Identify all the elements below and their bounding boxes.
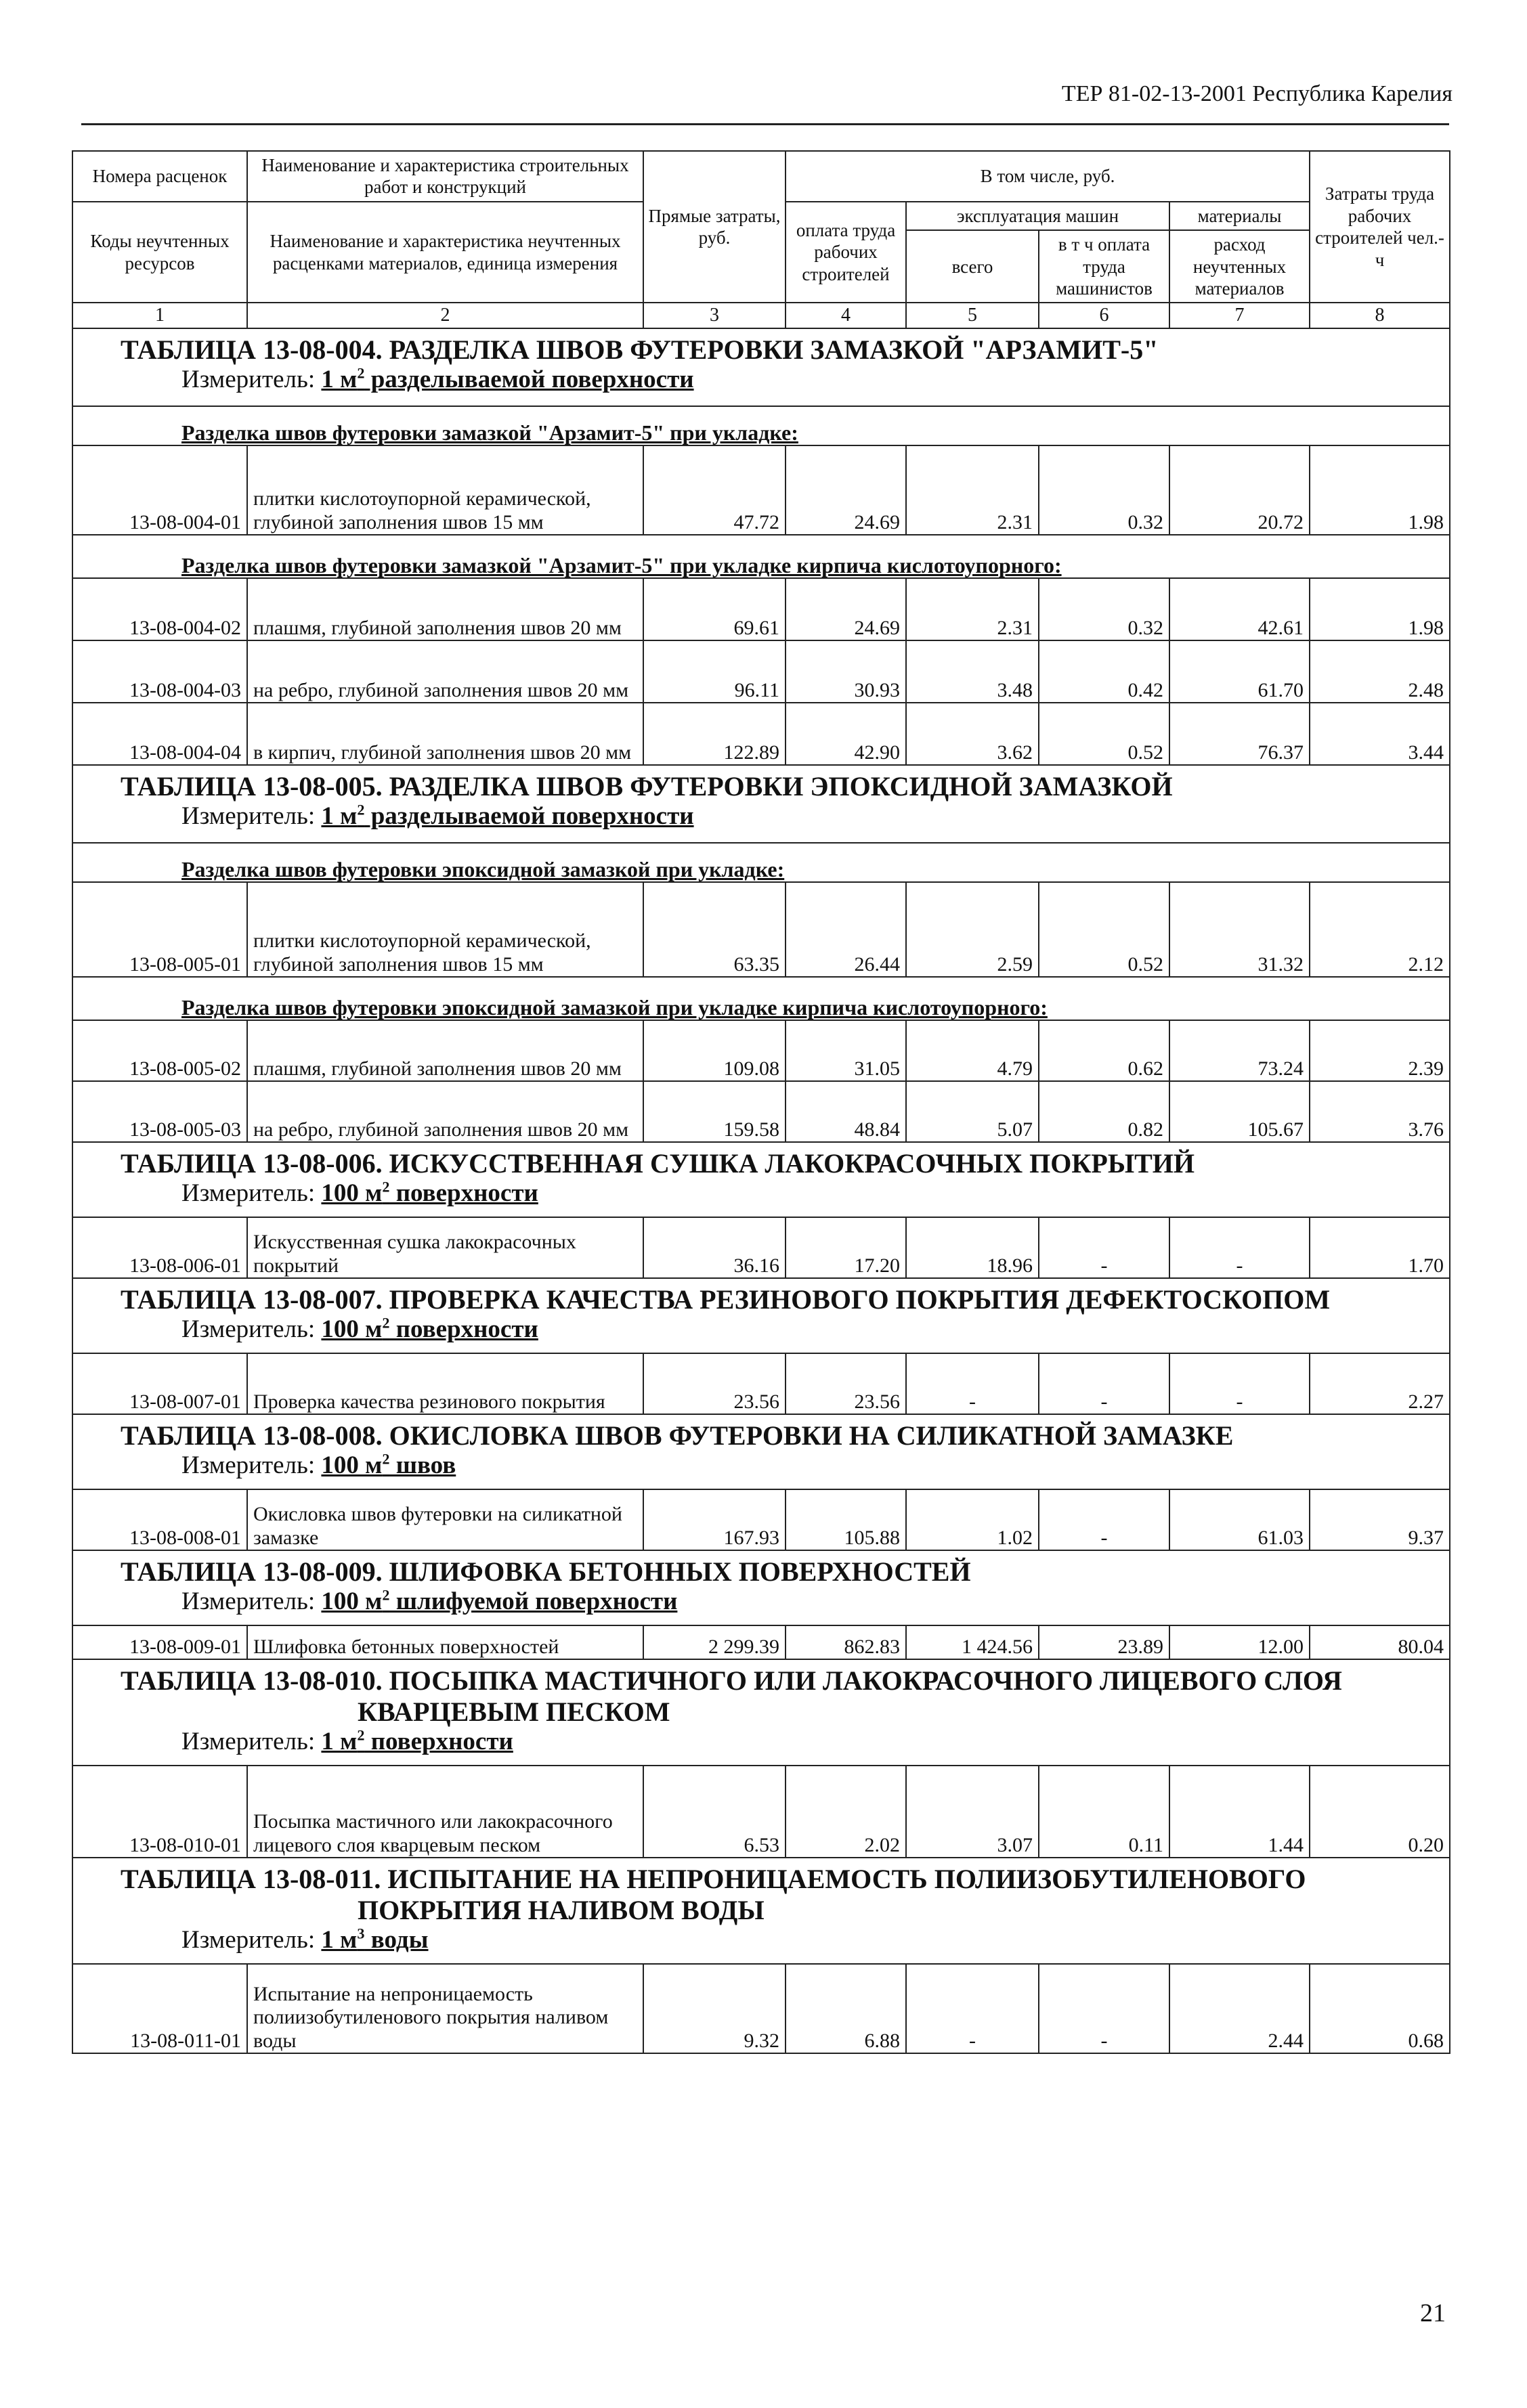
machines-total: 1.02 — [906, 1489, 1039, 1550]
unit-text — [321, 1728, 513, 1755]
section-title: ТАБЛИЦА 13-08-006. ИСКУССТВЕННАЯ СУШКА ЛАКОКРАСОЧНЫХ ПОКРЫТИЙ — [72, 1142, 1450, 1179]
operator-wages: 0.32 — [1039, 445, 1169, 535]
section-title-row — [72, 328, 1450, 366]
unit-prefix: Измеритель: — [181, 1728, 322, 1756]
section-unit-row — [72, 802, 1450, 843]
section-unit-row — [72, 1179, 1450, 1217]
operator-wages: - — [1039, 1217, 1169, 1278]
unit-value: 100 м — [321, 1588, 383, 1616]
work-description: Окисловка швов футеровки на силикатной замазке — [247, 1489, 643, 1550]
section-unit-row — [72, 366, 1450, 406]
materials: 61.03 — [1169, 1489, 1310, 1550]
unit-description: разделываемой поверхности — [364, 366, 694, 394]
col-labor-hours-header: Затраты труда рабочих строителей чел.-ч — [1310, 151, 1450, 303]
work-description: Испытание на непроницаемость полиизобутиленового покрытия наливом воды — [247, 1964, 643, 2053]
column-number: 2 — [247, 303, 643, 328]
section-unit-row — [72, 1588, 1450, 1625]
unit-prefix: Измеритель: — [181, 1315, 322, 1344]
unit-exponent: 2 — [382, 1451, 390, 1468]
subsection-row — [72, 843, 1450, 882]
work-description: Искусственная сушка лакокрасочных покрытий — [247, 1217, 643, 1278]
rate-code: 13-08-008-01 — [72, 1489, 247, 1550]
direct-cost: 96.11 — [643, 640, 786, 703]
labor-hours: 2.48 — [1310, 640, 1450, 703]
price-table — [72, 150, 1450, 2054]
section-title-line-2: ПОКРЫТИЯ НАЛИВОМ ВОДЫ — [358, 1895, 765, 1926]
section-unit-row — [72, 1451, 1450, 1489]
rate-code: 13-08-004-04 — [72, 703, 247, 765]
machines-total: 2.31 — [906, 445, 1039, 535]
section-title-row — [72, 1659, 1450, 1728]
unit-text — [321, 802, 693, 830]
column-number: 7 — [1169, 303, 1310, 328]
wages: 30.93 — [786, 640, 906, 703]
operator-wages: 0.62 — [1039, 1020, 1169, 1081]
machines-total: 3.07 — [906, 1766, 1039, 1858]
work-description: плитки кислотоупорной керамической, глубиной заполнения швов 15 мм — [247, 445, 643, 535]
materials: 12.00 — [1169, 1625, 1310, 1659]
table-row — [72, 1353, 1450, 1414]
direct-cost: 109.08 — [643, 1020, 786, 1081]
section-title-row — [72, 1278, 1450, 1315]
work-description: Проверка качества резинового покрытия — [247, 1353, 643, 1414]
materials: 61.70 — [1169, 640, 1310, 703]
column-number: 4 — [786, 303, 906, 328]
materials: 20.72 — [1169, 445, 1310, 535]
section-title-line-1: ТАБЛИЦА 13-08-010. ПОСЫПКА МАСТИЧНОГО ИЛИ ЛАКОКРАСОЧНОГО ЛИЦЕВОГО СЛОЯ — [121, 1665, 1342, 1696]
section-title — [72, 1858, 1450, 1926]
col-code-header-bottom: Коды неучтенных ресурсов — [72, 202, 247, 303]
section-title-row — [72, 1414, 1450, 1451]
rate-code: 13-08-005-03 — [72, 1081, 247, 1142]
operator-wages: 0.52 — [1039, 882, 1169, 977]
wages: 42.90 — [786, 703, 906, 765]
work-description: Шлифовка бетонных поверхностей — [247, 1625, 643, 1659]
table-row — [72, 445, 1450, 535]
materials: 1.44 — [1169, 1766, 1310, 1858]
direct-cost: 122.89 — [643, 703, 786, 765]
header-rule — [81, 123, 1449, 125]
unit-text — [321, 366, 693, 393]
section-unit — [72, 1728, 1450, 1766]
machines-total: 2.31 — [906, 578, 1039, 640]
rate-code: 13-08-004-01 — [72, 445, 247, 535]
unit-description: разделываемой поверхности — [364, 802, 694, 831]
unit-exponent: 2 — [382, 1179, 390, 1196]
labor-hours: 2.12 — [1310, 882, 1450, 977]
labor-hours: 9.37 — [1310, 1489, 1450, 1550]
subsection-row — [72, 535, 1450, 578]
wages: 48.84 — [786, 1081, 906, 1142]
column-number: 1 — [72, 303, 247, 328]
operator-wages: 0.11 — [1039, 1766, 1169, 1858]
col-machines-total-header: всего — [906, 230, 1039, 303]
unit-value: 1 м — [321, 366, 358, 394]
machines-total: 18.96 — [906, 1217, 1039, 1278]
section-title: ТАБЛИЦА 13-08-004. РАЗДЕЛКА ШВОВ ФУТЕРОВКИ ЗАМАЗКОЙ "АРЗАМИТ-5" — [72, 328, 1450, 366]
subsection-heading: Разделка швов футеровки замазкой "Арзамит-5" при укладке кирпича кислотоупорного: — [72, 535, 1450, 578]
unit-text — [321, 1451, 456, 1479]
column-number: 8 — [1310, 303, 1450, 328]
column-number: 3 — [643, 303, 786, 328]
materials: - — [1169, 1217, 1310, 1278]
section-unit — [72, 1588, 1450, 1625]
unit-description: воды — [364, 1926, 429, 1954]
labor-hours: 1.98 — [1310, 445, 1450, 535]
unit-text — [321, 1926, 428, 1954]
unit-description: шлифуемой поверхности — [389, 1588, 678, 1616]
machines-total: 3.48 — [906, 640, 1039, 703]
unit-exponent: 2 — [357, 365, 365, 382]
operator-wages: - — [1039, 1964, 1169, 2053]
document-reference-header: ТЕР 81-02-13-2001 Республика Карелия — [1061, 81, 1453, 106]
unit-value: 100 м — [321, 1179, 383, 1208]
operator-wages: 0.82 — [1039, 1081, 1169, 1142]
rate-code: 13-08-005-01 — [72, 882, 247, 977]
unit-text — [321, 1315, 538, 1343]
col-machines-header: эксплуатация машин — [906, 202, 1169, 230]
wages: 17.20 — [786, 1217, 906, 1278]
unit-value: 1 м — [321, 1926, 358, 1954]
rate-code: 13-08-011-01 — [72, 1964, 247, 2053]
section-unit-row — [72, 1315, 1450, 1353]
unit-prefix: Измеритель: — [181, 1451, 322, 1480]
table-row — [72, 640, 1450, 703]
work-description: на ребро, глубиной заполнения швов 20 мм — [247, 640, 643, 703]
labor-hours: 2.27 — [1310, 1353, 1450, 1414]
section-title-row — [72, 1550, 1450, 1588]
wages: 105.88 — [786, 1489, 906, 1550]
section-unit — [72, 1315, 1450, 1353]
unit-exponent: 2 — [357, 1727, 365, 1745]
work-description: плашмя, глубиной заполнения швов 20 мм — [247, 1020, 643, 1081]
col-materials-header: материалы — [1169, 202, 1310, 230]
materials: 73.24 — [1169, 1020, 1310, 1081]
wages: 24.69 — [786, 445, 906, 535]
work-description: плашмя, глубиной заполнения швов 20 мм — [247, 578, 643, 640]
subsection-heading: Разделка швов футеровки эпоксидной замазкой при укладке кирпича кислотоупорного: — [72, 977, 1450, 1020]
section-unit — [72, 802, 1450, 843]
table-row — [72, 1217, 1450, 1278]
section-title-line-2: КВАРЦЕВЫМ ПЕСКОМ — [358, 1696, 670, 1728]
column-number-row — [72, 303, 1450, 328]
section-title: ТАБЛИЦА 13-08-009. ШЛИФОВКА БЕТОННЫХ ПОВЕРХНОСТЕЙ — [72, 1550, 1450, 1588]
unit-value: 1 м — [321, 802, 358, 831]
work-description: плитки кислотоупорной керамической, глубиной заполнения швов 15 мм — [247, 882, 643, 977]
unit-value: 100 м — [321, 1451, 383, 1480]
direct-cost: 159.58 — [643, 1081, 786, 1142]
rate-code: 13-08-004-03 — [72, 640, 247, 703]
wages: 2.02 — [786, 1766, 906, 1858]
unit-prefix: Измеритель: — [181, 366, 322, 394]
machines-total: - — [906, 1353, 1039, 1414]
col-code-header-top: Номера расценок — [72, 151, 247, 202]
table-row — [72, 1625, 1450, 1659]
table-row — [72, 882, 1450, 977]
unit-prefix: Измеритель: — [181, 802, 322, 831]
section-title-row — [72, 1858, 1450, 1926]
subsection-row — [72, 406, 1450, 445]
table-row — [72, 1020, 1450, 1081]
materials: 105.67 — [1169, 1081, 1310, 1142]
unit-exponent: 2 — [357, 802, 365, 819]
labor-hours: 0.68 — [1310, 1964, 1450, 2053]
unit-description: поверхности — [389, 1315, 538, 1344]
section-unit-row — [72, 1728, 1450, 1766]
operator-wages: 23.89 — [1039, 1625, 1169, 1659]
section-unit — [72, 1926, 1450, 1964]
table-row — [72, 703, 1450, 765]
subsection-heading: Разделка швов футеровки замазкой "Арзамит-5" при укладке: — [72, 406, 1450, 445]
table-row — [72, 1964, 1450, 2053]
rate-code: 13-08-007-01 — [72, 1353, 247, 1414]
section-unit — [72, 366, 1450, 406]
operator-wages: - — [1039, 1489, 1169, 1550]
wages: 6.88 — [786, 1964, 906, 2053]
direct-cost: 6.53 — [643, 1766, 786, 1858]
unit-description: поверхности — [389, 1179, 538, 1208]
table-row — [72, 1081, 1450, 1142]
unit-exponent: 2 — [382, 1315, 390, 1332]
subsection-heading: Разделка швов футеровки эпоксидной замазкой при укладке: — [72, 843, 1450, 882]
section-title — [72, 1659, 1450, 1728]
labor-hours: 1.70 — [1310, 1217, 1450, 1278]
direct-cost: 63.35 — [643, 882, 786, 977]
materials: 31.32 — [1169, 882, 1310, 977]
subsection-row — [72, 977, 1450, 1020]
column-number: 5 — [906, 303, 1039, 328]
section-unit — [72, 1451, 1450, 1489]
unit-text — [321, 1588, 677, 1615]
labor-hours: 2.39 — [1310, 1020, 1450, 1081]
direct-cost: 23.56 — [643, 1353, 786, 1414]
rate-code: 13-08-006-01 — [72, 1217, 247, 1278]
unit-value: 1 м — [321, 1728, 358, 1756]
section-title: ТАБЛИЦА 13-08-007. ПРОВЕРКА КАЧЕСТВА РЕЗИНОВОГО ПОКРЫТИЯ ДЕФЕКТОСКОПОМ — [72, 1278, 1450, 1315]
section-unit-row — [72, 1926, 1450, 1964]
rate-code: 13-08-005-02 — [72, 1020, 247, 1081]
unit-description: поверхности — [364, 1728, 513, 1756]
wages: 26.44 — [786, 882, 906, 977]
direct-cost: 2 299.39 — [643, 1625, 786, 1659]
machines-total: 3.62 — [906, 703, 1039, 765]
section-unit — [72, 1179, 1450, 1217]
labor-hours: 3.44 — [1310, 703, 1450, 765]
work-description: на ребро, глубиной заполнения швов 20 мм — [247, 1081, 643, 1142]
col-unaccounted-materials-header: расход неучтенных материалов — [1169, 230, 1310, 303]
rate-code: 13-08-010-01 — [72, 1766, 247, 1858]
section-title: ТАБЛИЦА 13-08-008. ОКИСЛОВКА ШВОВ ФУТЕРОВКИ НА СИЛИКАТНОЙ ЗАМАЗКЕ — [72, 1414, 1450, 1451]
rate-code: 13-08-004-02 — [72, 578, 247, 640]
unit-text — [321, 1179, 538, 1207]
labor-hours: 0.20 — [1310, 1766, 1450, 1858]
operator-wages: 0.32 — [1039, 578, 1169, 640]
col-including-header: В том числе, руб. — [786, 151, 1310, 202]
materials: 2.44 — [1169, 1964, 1310, 2053]
machines-total: - — [906, 1964, 1039, 2053]
page-number: 21 — [1420, 2299, 1446, 2327]
machines-total: 4.79 — [906, 1020, 1039, 1081]
section-title-row — [72, 765, 1450, 802]
direct-cost: 167.93 — [643, 1489, 786, 1550]
column-number: 6 — [1039, 303, 1169, 328]
unit-prefix: Измеритель: — [181, 1588, 322, 1616]
col-wages-header: оплата труда рабочих строителей — [786, 202, 906, 303]
wages: 31.05 — [786, 1020, 906, 1081]
materials: 42.61 — [1169, 578, 1310, 640]
labor-hours: 80.04 — [1310, 1625, 1450, 1659]
wages: 862.83 — [786, 1625, 906, 1659]
rate-code: 13-08-009-01 — [72, 1625, 247, 1659]
section-title-row — [72, 1142, 1450, 1179]
unit-value: 100 м — [321, 1315, 383, 1344]
machines-total: 2.59 — [906, 882, 1039, 977]
section-title: ТАБЛИЦА 13-08-005. РАЗДЕЛКА ШВОВ ФУТЕРОВКИ ЭПОКСИДНОЙ ЗАМАЗКОЙ — [72, 765, 1450, 802]
col-name-header-top: Наименование и характеристика строительных работ и конструкций — [247, 151, 643, 202]
work-description: Посыпка мастичного или лакокрасочного лицевого слоя кварцевым песком — [247, 1766, 643, 1858]
table-row — [72, 578, 1450, 640]
machines-total: 1 424.56 — [906, 1625, 1039, 1659]
direct-cost: 36.16 — [643, 1217, 786, 1278]
table-header-row — [72, 151, 1450, 202]
unit-exponent: 3 — [357, 1925, 365, 1943]
direct-cost: 69.61 — [643, 578, 786, 640]
materials: - — [1169, 1353, 1310, 1414]
operator-wages: 0.52 — [1039, 703, 1169, 765]
wages: 23.56 — [786, 1353, 906, 1414]
labor-hours: 1.98 — [1310, 578, 1450, 640]
col-operator-wages-header: в т ч оплата труда машинистов — [1039, 230, 1169, 303]
operator-wages: - — [1039, 1353, 1169, 1414]
labor-hours: 3.76 — [1310, 1081, 1450, 1142]
direct-cost: 9.32 — [643, 1964, 786, 2053]
wages: 24.69 — [786, 578, 906, 640]
unit-description: швов — [389, 1451, 456, 1480]
section-title-line-1: ТАБЛИЦА 13-08-011. ИСПЫТАНИЕ НА НЕПРОНИЦАЕМОСТЬ ПОЛИИЗОБУТИЛЕНОВОГО — [121, 1864, 1306, 1895]
unit-prefix: Измеритель: — [181, 1926, 322, 1954]
col-name-header-bottom: Наименование и характеристика неучтенных расценками материалов, единица измерения — [247, 202, 643, 303]
unit-prefix: Измеритель: — [181, 1179, 322, 1208]
table-row — [72, 1766, 1450, 1858]
materials: 76.37 — [1169, 703, 1310, 765]
table-row — [72, 1489, 1450, 1550]
operator-wages: 0.42 — [1039, 640, 1169, 703]
col-direct-cost-header: Прямые затраты, руб. — [643, 151, 786, 303]
direct-cost: 47.72 — [643, 445, 786, 535]
unit-exponent: 2 — [382, 1587, 390, 1604]
machines-total: 5.07 — [906, 1081, 1039, 1142]
work-description: в кирпич, глубиной заполнения швов 20 мм — [247, 703, 643, 765]
